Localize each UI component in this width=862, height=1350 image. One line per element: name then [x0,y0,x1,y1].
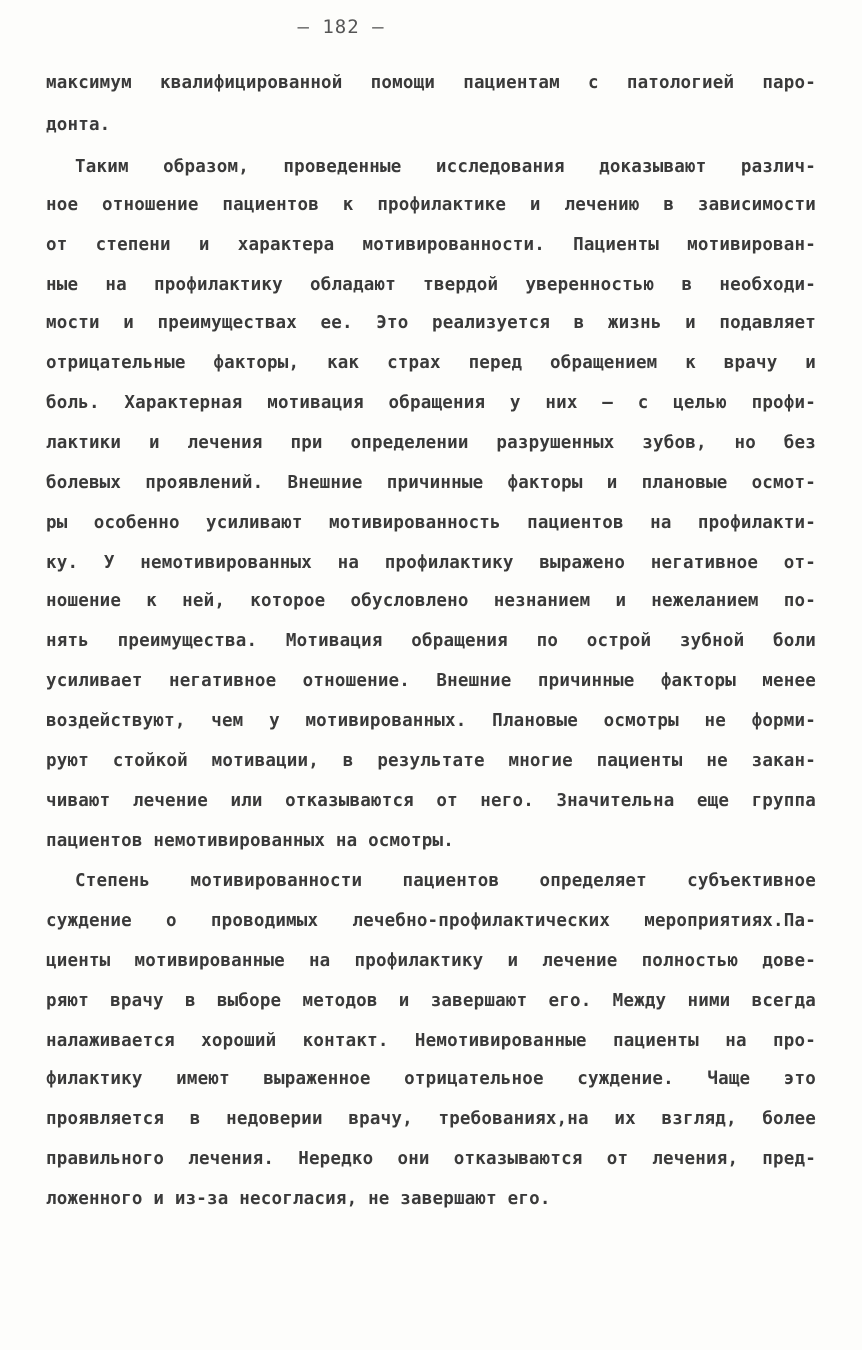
text-line: Таким образом, проведенные исследования доказывают различ- [75,157,816,177]
text-line: от степени и характера мотивированности. Пациенты мотивирован- [46,235,816,255]
text-line: налаживается хороший контакт. Немотивированные пациенты на про- [46,1031,816,1051]
text-line: усиливает негативное отношение. Внешние причинные факторы менее [46,671,816,691]
text-line: ку. У немотивированных на профилактику выражено негативное от- [46,553,816,573]
text-line: ные на профилактику обладают твердой уверенностью в необходи- [46,275,816,295]
text-line: болевых проявлений. Внешние причинные факторы и плановые осмот- [46,473,816,493]
text-line: ношение к ней, которое обусловлено незнанием и нежеланием по- [46,591,816,611]
text-line: Степень мотивированности пациентов определяет субъективное [75,871,816,891]
text-line: боль. Характерная мотивация обращения у них – с целью профи- [46,393,816,413]
text-line: максимум квалифицированной помощи пациентам с патологией паро- [46,73,816,93]
text-line: воздействуют, чем у мотивированных. Плановые осмотры не форми- [46,711,816,731]
text-line: ряют врачу в выборе методов и завершают его. Между ними всегда [46,991,816,1011]
text-line: правильного лечения. Нередко они отказываются от лечения, пред- [46,1149,816,1169]
text-line: циенты мотивированные на профилактику и лечение полностью дове- [46,951,816,971]
text-line: мости и преимуществах ее. Это реализуется в жизнь и подавляет [46,313,816,333]
text-line: филактику имеют выраженное отрицательное суждение. Чаще это [46,1069,816,1089]
text-line: ры особенно усиливают мотивированность пациентов на профилакти- [46,513,816,533]
text-line: суждение о проводимых лечебно-профилактических мероприятиях.Па- [46,911,816,931]
text-line: проявляется в недоверии врачу, требованиях,на их взгляд, более [46,1109,816,1129]
text-line: лактики и лечения при определении разрушенных зубов, но без [46,433,816,453]
text-line: пациентов немотивированных на осмотры. [46,831,454,851]
text-line: чивают лечение или отказываются от него. Значительна еще группа [46,791,816,811]
page-number: – 182 – [297,16,385,38]
text-line: ное отношение пациентов к профилактике и лечению в зависимости [46,195,816,215]
text-line: руют стойкой мотивации, в результате многие пациенты не закан- [46,751,816,771]
text-line: отрицательные факторы, как страх перед обращением к врачу и [46,353,816,373]
text-line: ложенного и из-за несогласия, не завершают его. [46,1189,551,1209]
text-line: донта. [46,115,111,135]
text-line: нять преимущества. Мотивация обращения по острой зубной боли [46,631,816,651]
